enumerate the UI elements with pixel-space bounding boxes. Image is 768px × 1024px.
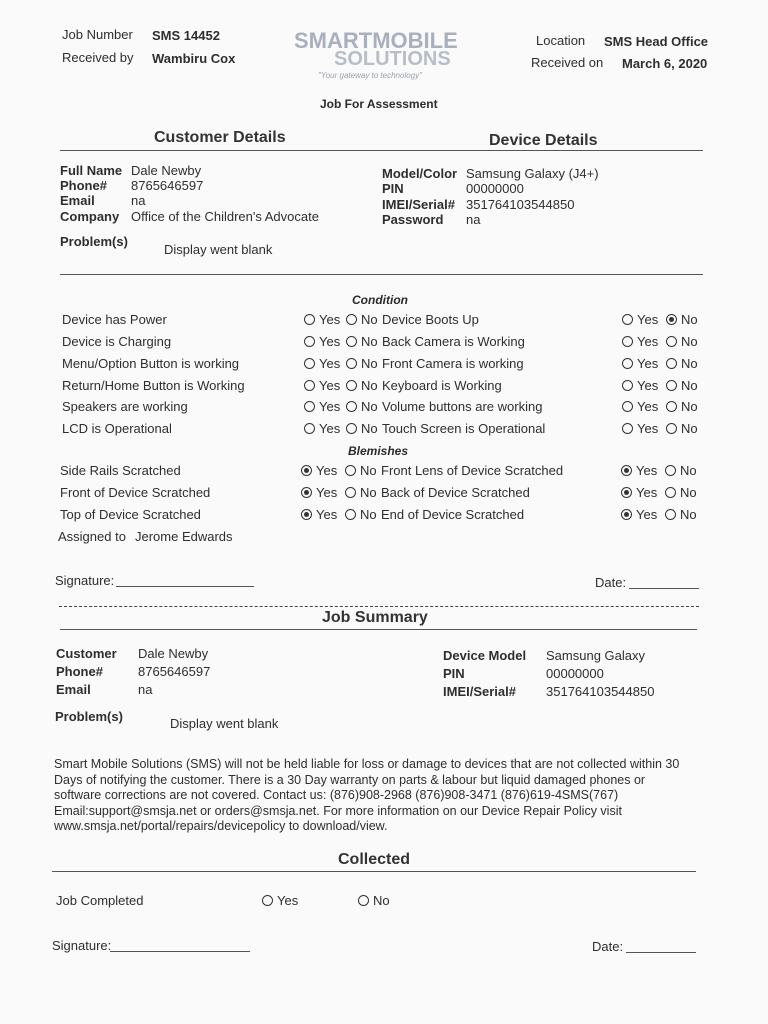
date-label: Date:: [592, 939, 624, 954]
checklist-yes-option[interactable]: [621, 507, 657, 522]
checklist-yes-option[interactable]: [622, 421, 658, 436]
radio-button-yes[interactable]: [304, 336, 315, 347]
summary-problem-value: Display went blank: [170, 716, 279, 731]
yes-label: Yes: [636, 485, 658, 500]
no-label: No: [361, 356, 378, 371]
checklist-yes-option[interactable]: [621, 485, 657, 500]
no-label: No: [680, 485, 697, 500]
radio-button-no[interactable]: [346, 314, 357, 325]
summary-email-label: Email: [56, 682, 91, 697]
checklist-no-option[interactable]: [666, 399, 698, 414]
problem-label: Problem(s): [60, 234, 128, 249]
full-name-label: Full Name: [60, 163, 123, 178]
job-summary-heading: Job Summary: [322, 609, 428, 626]
divider: [52, 871, 696, 872]
checklist-no-option[interactable]: [345, 485, 377, 500]
checklist-no-option[interactable]: [346, 378, 378, 393]
checklist-yes-option[interactable]: [622, 399, 658, 414]
received-on-label: Received on: [531, 55, 604, 70]
radio-button-no[interactable]: [358, 895, 369, 906]
radio-button-yes[interactable]: [622, 423, 633, 434]
yes-label: Yes: [319, 378, 341, 393]
collected-heading: Collected: [338, 851, 411, 868]
checklist-yes-option[interactable]: [304, 356, 340, 371]
signature-label: Signature:: [52, 938, 112, 953]
checklist-no-option[interactable]: [666, 378, 698, 393]
email-value: na: [131, 193, 146, 208]
checklist-yes-option[interactable]: [304, 421, 340, 436]
checklist-yes-option[interactable]: [304, 312, 340, 327]
radio-button-no[interactable]: [666, 336, 677, 347]
summary-pin-label: PIN: [443, 666, 465, 681]
checklist-item-label: Front Lens of Device Scratched: [381, 463, 564, 478]
divider: [60, 274, 703, 275]
assigned-to-label: Assigned to: [58, 529, 126, 544]
no-label: No: [681, 421, 698, 436]
disclaimer-line: Smart Mobile Solutions (SMS) will not be held liable for loss or damage to devices that are not collected within 30: [54, 757, 680, 771]
checklist-no-option[interactable]: [666, 356, 698, 371]
no-label: No: [681, 334, 698, 349]
checklist-no-option[interactable]: [665, 485, 697, 500]
checklist-item-label: End of Device Scratched: [381, 507, 525, 522]
imei-value: 351764103544850: [466, 197, 575, 212]
checklist-item-label: Menu/Option Button is working: [62, 356, 240, 371]
yes-label: Yes: [636, 507, 658, 522]
checklist-yes-option[interactable]: [622, 312, 658, 327]
radio-button-yes[interactable]: [622, 380, 633, 391]
logo-text-line1: SMARTMOBILE: [294, 28, 458, 53]
full-name-value: Dale Newby: [131, 163, 202, 178]
radio-button-yes[interactable]: [304, 423, 315, 434]
yes-label: Yes: [316, 507, 338, 522]
disclaimer-line: www.smsja.net/portal/repairs/devicepolicy to download/view.: [54, 819, 388, 833]
checklist-yes-option[interactable]: [301, 507, 337, 522]
radio-button-no[interactable]: [346, 401, 357, 412]
checklist-item-label: Front of Device Scratched: [60, 485, 211, 500]
yes-label: Yes: [319, 399, 341, 414]
checklist-yes-option[interactable]: [301, 463, 337, 478]
checklist-item-label: LCD is Operational: [62, 421, 172, 436]
date-line[interactable]: [629, 588, 699, 589]
summary-customer-value: Dale Newby: [138, 646, 209, 661]
radio-button-yes[interactable]: [301, 465, 312, 476]
checklist-no-option[interactable]: [666, 334, 698, 349]
job-completed-label: Job Completed: [56, 893, 144, 908]
no-label: No: [680, 507, 697, 522]
email-label: Email: [60, 193, 95, 208]
radio-button-yes[interactable]: [304, 401, 315, 412]
received-by-label: Received by: [62, 50, 134, 65]
checklist-item-label: Speakers are working: [62, 399, 188, 414]
imei-label: IMEI/Serial#: [382, 197, 455, 212]
radio-button-no[interactable]: [666, 401, 677, 412]
checklist-no-option[interactable]: [665, 507, 697, 522]
no-label: No: [681, 399, 698, 414]
checklist-no-option[interactable]: [346, 312, 378, 327]
radio-button-no[interactable]: [666, 380, 677, 391]
checklist-no-option[interactable]: [345, 463, 377, 478]
disclaimer-line: Email:support@smsja.net or orders@smsja.net. For more information on our Device Repair Policy visit: [54, 803, 622, 818]
yes-label: Yes: [636, 463, 658, 478]
radio-button-no[interactable]: [665, 509, 676, 520]
no-label: No: [361, 334, 378, 349]
checklist-yes-option[interactable]: [621, 463, 657, 478]
yes-label: Yes: [316, 463, 338, 478]
no-label: No: [360, 485, 377, 500]
company-label: Company: [60, 209, 120, 224]
condition-heading: Condition: [352, 293, 408, 307]
yes-label: Yes: [277, 893, 299, 908]
job-completed-yes-option[interactable]: [262, 893, 298, 908]
summary-email-value: na: [138, 682, 153, 697]
radio-button-no[interactable]: [346, 423, 357, 434]
radio-button-yes[interactable]: [622, 314, 633, 325]
company-value: Office of the Children's Advocate: [131, 209, 319, 224]
checklist-item-label: Front Camera is working: [382, 356, 524, 371]
radio-button-no[interactable]: [345, 509, 356, 520]
checklist-yes-option[interactable]: [304, 378, 340, 393]
summary-device-model-label: Device Model: [443, 648, 527, 663]
checklist-yes-option[interactable]: [304, 334, 340, 349]
checklist-item-label: Keyboard is Working: [382, 378, 502, 393]
logo-text-line2: SOLUTIONS: [334, 48, 451, 70]
location-label: Location: [536, 33, 586, 48]
received-by-value: Wambiru Cox: [152, 51, 236, 66]
password-label: Password: [382, 212, 444, 227]
form-title: Job For Assessment: [320, 97, 438, 111]
no-label: No: [361, 399, 378, 414]
checklist-item-label: Back Camera is Working: [382, 334, 525, 349]
checklist-yes-option[interactable]: [622, 334, 658, 349]
checklist-item-label: Touch Screen is Operational: [382, 421, 546, 436]
checklist-item-label: Side Rails Scratched: [60, 463, 181, 478]
radio-button-no[interactable]: [666, 423, 677, 434]
disclaimer-line: Days of notifying the customer. There is a 30 Day warranty on parts & labour but liquid damaged phones or: [54, 772, 646, 787]
radio-button-yes[interactable]: [262, 895, 273, 906]
radio-button-no[interactable]: [665, 465, 676, 476]
radio-button-yes[interactable]: [622, 358, 633, 369]
checklist-item-label: Return/Home Button is Working: [62, 378, 245, 393]
radio-button-no[interactable]: [666, 314, 677, 325]
logo-tagline: "Your gateway to technology": [318, 71, 422, 80]
pin-label: PIN: [382, 181, 404, 196]
job-number-label: Job Number: [62, 27, 133, 42]
no-label: No: [681, 378, 698, 393]
divider: [60, 629, 697, 630]
assigned-to-value: Jerome Edwards: [135, 529, 233, 544]
radio-button-no[interactable]: [346, 336, 357, 347]
summary-device-model-value: Samsung Galaxy: [546, 648, 645, 663]
yes-label: Yes: [319, 334, 341, 349]
summary-imei-value: 351764103544850: [546, 684, 655, 699]
checklist-no-option[interactable]: [666, 312, 698, 327]
yes-label: Yes: [637, 399, 659, 414]
yes-label: Yes: [319, 421, 341, 436]
checklist-item-label: Device has Power: [62, 312, 167, 327]
radio-button-yes[interactable]: [622, 336, 633, 347]
no-label: No: [360, 463, 377, 478]
summary-imei-label: IMEI/Serial#: [443, 684, 516, 699]
radio-button-yes[interactable]: [304, 380, 315, 391]
radio-button-yes[interactable]: [301, 487, 312, 498]
model-label: Model/Color: [382, 166, 458, 181]
checklist-no-option[interactable]: [346, 421, 378, 436]
no-label: No: [361, 421, 378, 436]
disclaimer-text: [54, 757, 679, 835]
summary-customer-label: Customer: [56, 646, 117, 661]
customer-details-heading: Customer Details: [154, 129, 286, 146]
checklist-item-label: Device is Charging: [62, 334, 172, 349]
job-completed-no-option[interactable]: [358, 893, 390, 908]
radio-button-yes[interactable]: [622, 401, 633, 412]
radio-button-no[interactable]: [665, 487, 676, 498]
yes-label: Yes: [316, 485, 338, 500]
radio-button-no[interactable]: [666, 358, 677, 369]
no-label: No: [373, 893, 390, 908]
summary-pin-value: 00000000: [546, 666, 604, 681]
no-label: No: [361, 312, 378, 327]
checklist-no-option[interactable]: [345, 507, 377, 522]
radio-button-no[interactable]: [346, 380, 357, 391]
no-label: No: [361, 378, 378, 393]
no-label: No: [680, 463, 697, 478]
no-label: No: [360, 507, 377, 522]
checklist-yes-option[interactable]: [304, 399, 340, 414]
checklist-item-label: Volume buttons are working: [382, 399, 543, 414]
location-value: SMS Head Office: [604, 34, 709, 49]
date-line[interactable]: [626, 952, 696, 953]
yes-label: Yes: [637, 312, 659, 327]
checklist-yes-option[interactable]: [622, 356, 658, 371]
date-label: Date:: [595, 575, 627, 590]
no-label: No: [681, 356, 698, 371]
checklist-item-label: Top of Device Scratched: [60, 507, 201, 522]
yes-label: Yes: [637, 334, 659, 349]
no-label: No: [681, 312, 698, 327]
yes-label: Yes: [319, 312, 341, 327]
checklist-yes-option[interactable]: [301, 485, 337, 500]
divider: [60, 150, 703, 151]
summary-phone-value: 8765646597: [138, 664, 211, 679]
phone-value: 8765646597: [131, 178, 204, 193]
checklist-no-option[interactable]: [666, 421, 698, 436]
radio-button-yes[interactable]: [621, 465, 632, 476]
company-logo: [294, 28, 458, 80]
checklist-no-option[interactable]: [665, 463, 697, 478]
job-number-value: SMS 14452: [152, 28, 220, 43]
yes-label: Yes: [637, 378, 659, 393]
checklist-no-option[interactable]: [346, 399, 378, 414]
phone-label: Phone#: [60, 178, 107, 193]
checklist-item-label: Back of Device Scratched: [381, 485, 530, 500]
checklist-item-label: Device Boots Up: [382, 312, 479, 327]
model-value: Samsung Galaxy (J4+): [466, 166, 599, 181]
radio-button-no[interactable]: [345, 465, 356, 476]
radio-button-no[interactable]: [345, 487, 356, 498]
summary-phone-label: Phone#: [56, 664, 103, 679]
device-details-heading: Device Details: [489, 132, 598, 149]
checklist-no-option[interactable]: [346, 356, 378, 371]
signature-line[interactable]: [116, 586, 254, 587]
radio-button-no[interactable]: [346, 358, 357, 369]
disclaimer-line: software corrections are not covered. Contact us: (876)908-2968 (876)908-3471 (876)619-4SMS(767): [54, 788, 619, 802]
radio-button-yes[interactable]: [304, 358, 315, 369]
problem-value: Display went blank: [164, 242, 273, 257]
signature-label: Signature:: [55, 573, 115, 588]
blemishes-heading: Blemishes: [348, 444, 409, 458]
radio-button-yes[interactable]: [301, 509, 312, 520]
radio-button-yes[interactable]: [304, 314, 315, 325]
cut-line: [59, 606, 699, 607]
received-on-value: March 6, 2020: [622, 56, 708, 71]
password-value: na: [466, 212, 481, 227]
pin-value: 00000000: [466, 181, 524, 196]
signature-line[interactable]: [110, 951, 250, 952]
summary-problem-label: Problem(s): [55, 709, 123, 724]
checklist-yes-option[interactable]: [622, 378, 658, 393]
yes-label: Yes: [319, 356, 341, 371]
yes-label: Yes: [637, 356, 659, 371]
yes-label: Yes: [637, 421, 659, 436]
radio-button-yes[interactable]: [621, 487, 632, 498]
radio-button-yes[interactable]: [621, 509, 632, 520]
checklist-no-option[interactable]: [346, 334, 378, 349]
